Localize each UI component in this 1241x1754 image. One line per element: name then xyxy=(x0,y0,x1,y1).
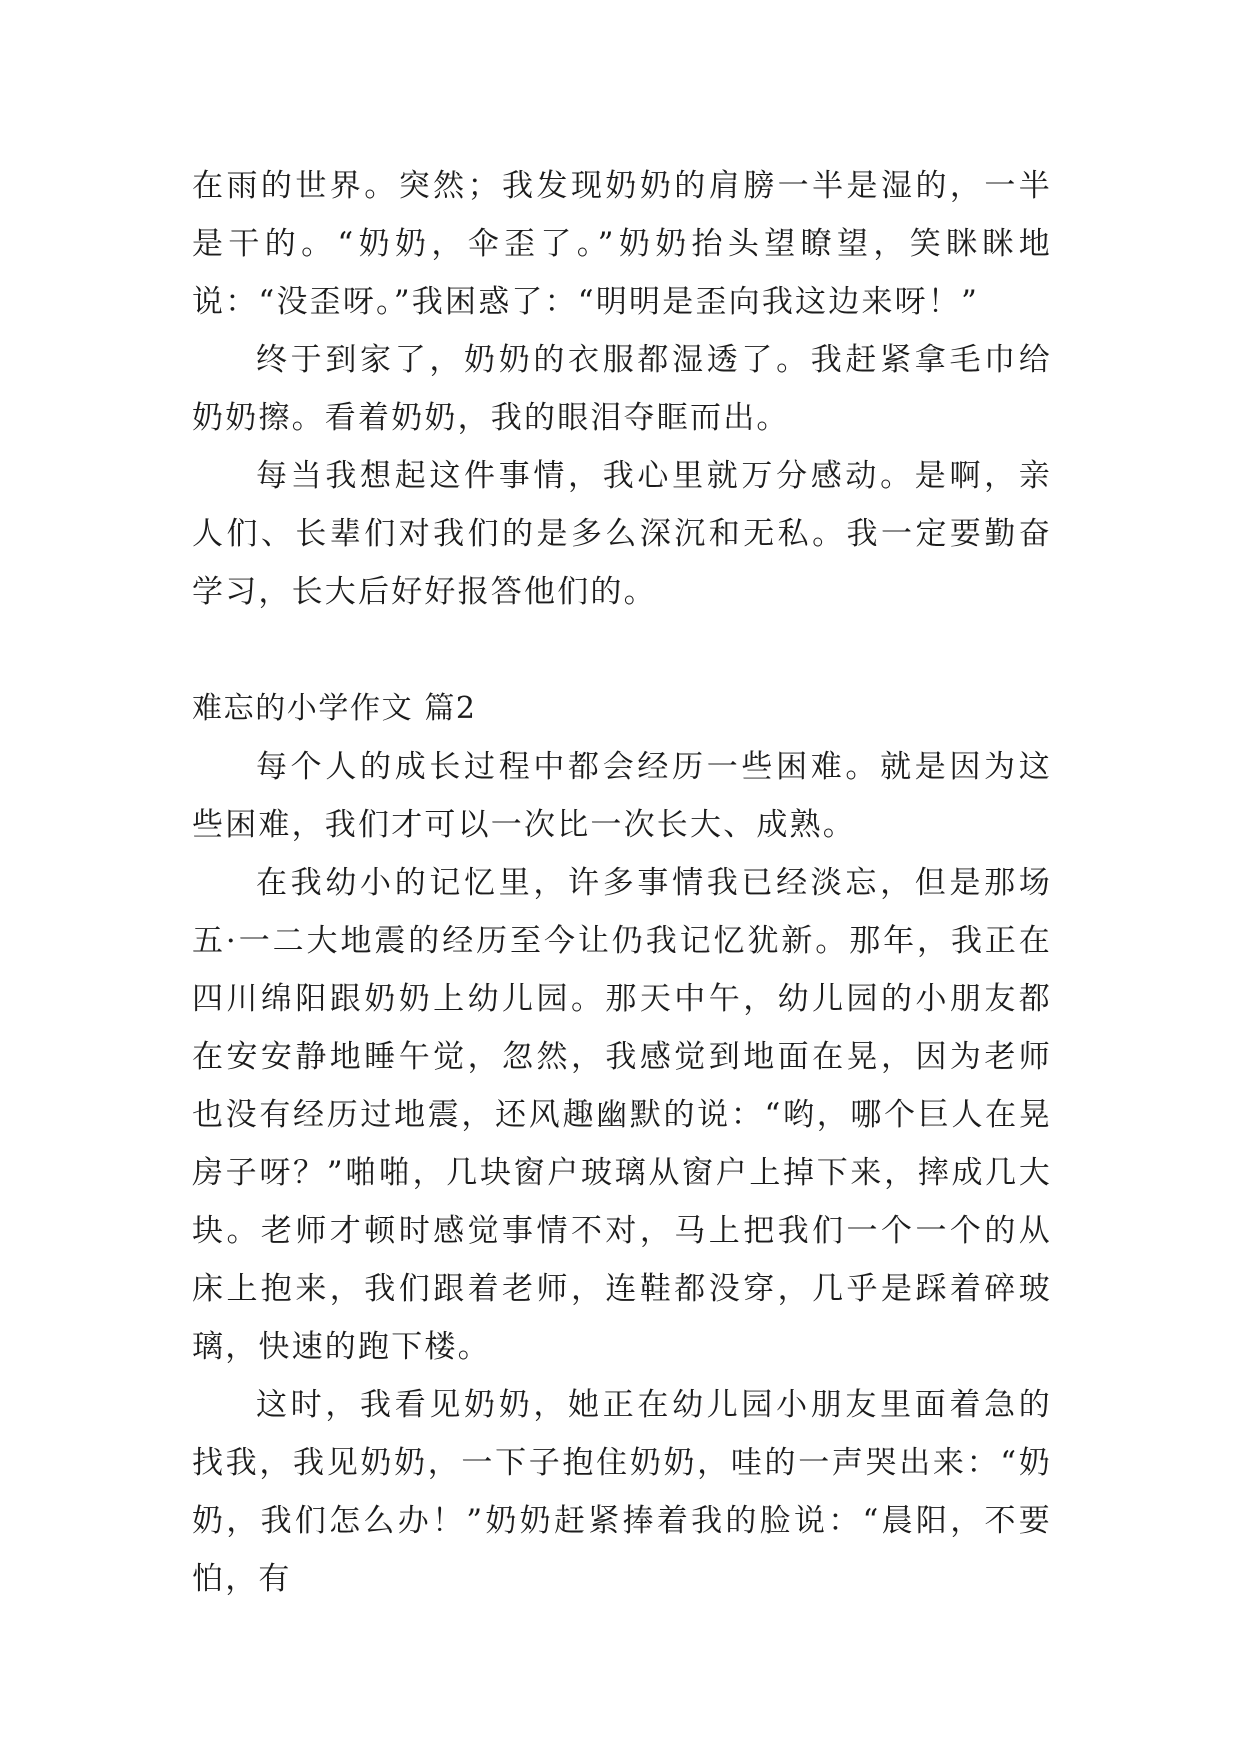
paragraph: 每当我想起这件事情，我心里就万分感动。是啊，亲人们、长辈们对我们的是多么深沉和无私。我一定要勤奋学习，长大后好好报答他们的。 xyxy=(192,458,1052,610)
section-title: 难忘的小学作文 篇2 xyxy=(192,691,477,726)
paragraph: 这时，我看见奶奶，她正在幼儿园小朋友里面着急的找我，我见奶奶，一下子抱住奶奶，哇的一声哭出来：“奶奶，我们怎么办！”奶奶赶紧捧着我的脸说：“晨阳，不要怕，有 xyxy=(192,1387,1052,1597)
paragraph: 在雨的世界。突然；我发现奶奶的肩膀一半是湿的，一半是干的。“奶奶，伞歪了。”奶奶抬头望瞭望，笑眯眯地说：“没歪呀。”我困惑了：“明明是歪向我这边来呀！” xyxy=(192,168,1052,320)
paragraph: 每个人的成长过程中都会经历一些困难。就是因为这些困难，我们才可以一次比一次长大、成熟。 xyxy=(192,749,1052,843)
paragraph: 终于到家了，奶奶的衣服都湿透了。我赶紧拿毛巾给奶奶擦。看着奶奶，我的眼泪夺眶而出。 xyxy=(192,342,1052,436)
paragraph: 在我幼小的记忆里，许多事情我已经淡忘，但是那场五·一二大地震的经历至今让仍我记忆犹新。那年，我正在四川绵阳跟奶奶上幼儿园。那天中午，幼儿园的小朋友都在安安静地睡午觉，忽然，我感觉到地面在晃，因为老师也没有经历过地震，还风趣幽默的说：“哟，哪个巨人在晃房子呀？”啪啪，几块窗户玻璃从窗户上掉下来，摔成几大块。老师才顿时感觉事情不对，马上把我们一个一个的从床上抱来，我们跟着老师，连鞋都没穿，几乎是踩着碎玻璃，快速的跑下楼。 xyxy=(192,865,1052,1365)
essay-continuation xyxy=(192,157,1052,621)
essay-section-2 xyxy=(192,680,1052,1608)
